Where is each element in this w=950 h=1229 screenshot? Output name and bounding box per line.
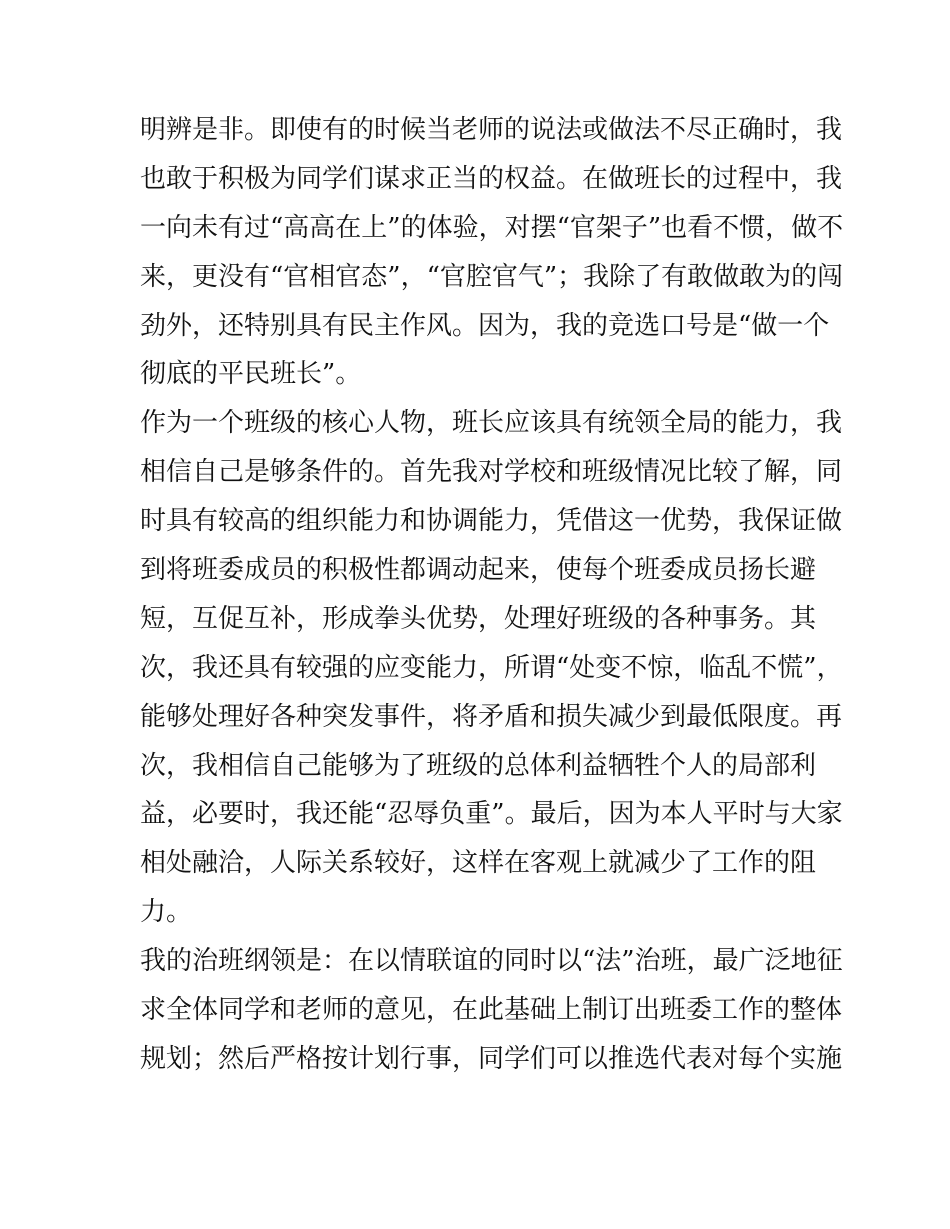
text-line: 规划；然后严格按计划行事，同学们可以推选代表对每个实施 [140,1043,843,1074]
text-line: 我的治班纲领是：在以情联谊的同时以“法”治班，最广泛地征 [140,946,843,977]
text-line: 力。 [140,897,193,928]
text-line: 作为一个班级的核心人物，班长应该具有统领全局的能力，我 [140,408,843,439]
text-line: 一向未有过“高高在上”的体验，对摆“官架子”也看不惯，做不 [140,212,844,243]
document-text [140,106,844,1084]
text-line: 到将班委成员的积极性都调动起来，使每个班委成员扬长避 [140,555,817,586]
text-line: 益，必要时，我还能“忍辱负重”。最后，因为本人平时与大家 [140,799,843,830]
text-line: 来，更没有“官相官态”，“官腔官气”；我除了有敢做敢为的闯 [140,261,844,292]
text-line: 短，互促互补，形成拳头优势，处理好班级的各种事务。其 [140,603,817,634]
text-line: 也敢于积极为同学们谋求正当的权益。在做班长的过程中，我 [140,163,843,194]
text-line: 相信自己是够条件的。首先我对学校和班级情况比较了解，同 [140,457,843,488]
text-line: 劲外，还特别具有民主作风。因为，我的竞选口号是“做一个 [140,310,830,341]
text-line: 能够处理好各种突发事件，将矛盾和损失减少到最低限度。再 [140,701,843,732]
text-line: 相处融洽，人际关系较好，这样在客观上就减少了工作的阻 [140,848,817,879]
text-line: 彻底的平民班长”。 [140,359,362,390]
text-line: 次，我还具有较强的应变能力，所谓“处变不惊，临乱不慌”， [140,652,843,683]
text-line: 求全体同学和老师的意见，在此基础上制订出班委工作的整体 [140,995,843,1026]
text-line: 时具有较高的组织能力和协调能力，凭借这一优势，我保证做 [140,506,843,537]
text-line: 明辨是非。即使有的时候当老师的说法或做法不尽正确时，我 [140,115,843,145]
text-line: 次，我相信自己能够为了班级的总体利益牺牲个人的局部利 [140,750,817,781]
